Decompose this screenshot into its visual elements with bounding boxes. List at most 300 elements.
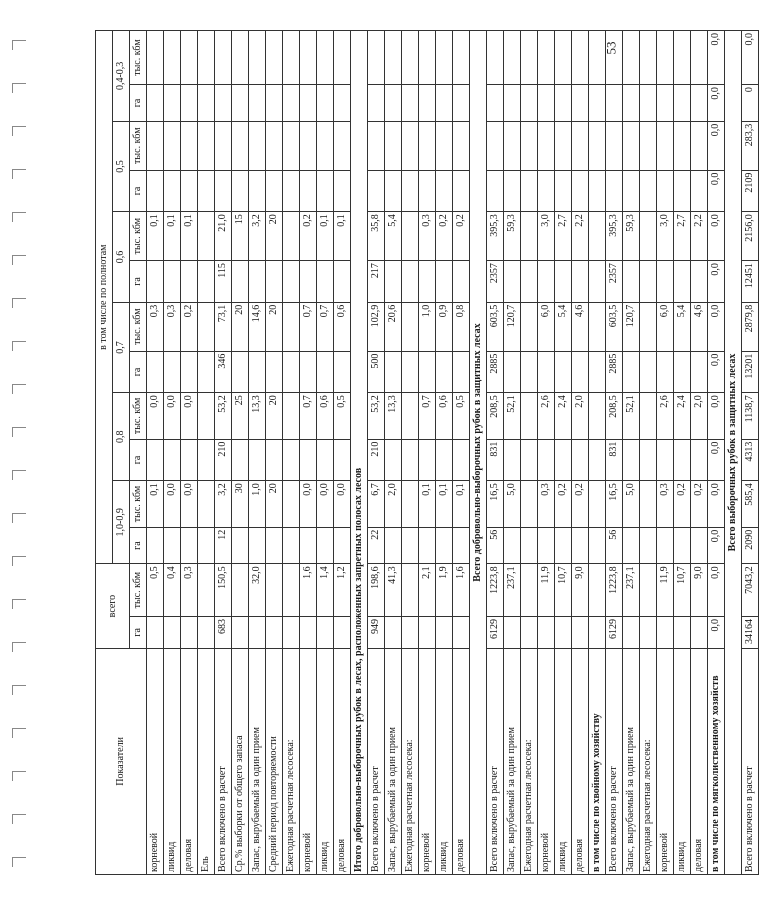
row-label: Запас, вырубаемый за один прием [385, 648, 402, 874]
value-cell: 0,0 [742, 31, 759, 85]
value-cell [181, 351, 198, 393]
value-cell [504, 351, 521, 393]
value-cell: 0,3 [147, 302, 164, 351]
value-cell [453, 261, 470, 303]
value-cell: 2,1 [419, 564, 436, 617]
value-cell [640, 212, 657, 261]
value-cell [402, 481, 419, 527]
value-cell: 56 [606, 527, 623, 564]
table-row [538, 31, 555, 875]
row-label: Всего включено в расчет [742, 648, 759, 874]
value-cell [419, 351, 436, 393]
row-label: Ежегодная расчетная лесосека: [402, 648, 419, 874]
value-cell [300, 351, 317, 393]
value-cell [674, 527, 691, 564]
value-cell: 2885 [487, 351, 504, 393]
row-label: Запас, вырубаемый за один прием [504, 648, 521, 874]
value-cell: 2,4 [674, 393, 691, 439]
value-cell: 0,1 [453, 481, 470, 527]
value-cell [402, 261, 419, 303]
table-row [181, 31, 198, 875]
value-cell [317, 170, 334, 212]
value-cell [623, 85, 640, 122]
value-cell [283, 261, 300, 303]
unit-vol: тыс. кбм [130, 302, 147, 351]
table-row [283, 31, 300, 875]
value-cell [249, 439, 266, 481]
value-cell: 52,1 [504, 393, 521, 439]
value-cell [589, 616, 606, 648]
value-cell: 0,0 [181, 393, 198, 439]
value-cell: 0,0 [708, 31, 725, 85]
value-cell: 0,3 [181, 564, 198, 617]
table-row [623, 31, 640, 875]
value-cell [164, 31, 181, 85]
value-cell [249, 351, 266, 393]
value-cell [589, 351, 606, 393]
density-header: 0,8 [113, 393, 130, 481]
row-label: ликвид [555, 648, 572, 874]
value-cell [181, 527, 198, 564]
value-cell [419, 121, 436, 170]
row-label: деловая [572, 648, 589, 874]
value-cell [657, 351, 674, 393]
value-cell [453, 616, 470, 648]
value-cell [164, 261, 181, 303]
value-cell: 12 [215, 527, 232, 564]
value-cell [589, 212, 606, 261]
row-label: Всего включено в расчет [606, 648, 623, 874]
value-cell: 20 [232, 302, 249, 351]
value-cell [317, 351, 334, 393]
value-cell [385, 85, 402, 122]
value-cell [674, 439, 691, 481]
value-cell [232, 439, 249, 481]
value-cell [198, 481, 215, 527]
value-cell [249, 121, 266, 170]
value-cell [147, 31, 164, 85]
value-cell [164, 170, 181, 212]
value-cell [640, 616, 657, 648]
table-row [640, 31, 657, 875]
value-cell [300, 31, 317, 85]
value-cell [232, 616, 249, 648]
value-cell: 0,1 [181, 212, 198, 261]
value-cell [572, 170, 589, 212]
binding-mark [12, 212, 13, 222]
section-title-row [351, 31, 368, 875]
table-row [249, 31, 266, 875]
value-cell: 0,0 [708, 351, 725, 393]
value-cell: 217 [368, 261, 385, 303]
value-cell [453, 85, 470, 122]
value-cell [521, 564, 538, 617]
value-cell [436, 616, 453, 648]
value-cell: 2885 [606, 351, 623, 393]
value-cell: 0,0 [708, 439, 725, 481]
value-cell: 0,2 [300, 212, 317, 261]
value-cell [334, 85, 351, 122]
value-cell: 35,8 [368, 212, 385, 261]
value-cell [436, 121, 453, 170]
value-cell [232, 527, 249, 564]
value-cell [640, 261, 657, 303]
value-cell: 5,4 [555, 302, 572, 351]
value-cell [572, 85, 589, 122]
value-cell [572, 261, 589, 303]
value-cell [317, 31, 334, 85]
value-cell: 585,4 [742, 481, 759, 527]
value-cell [555, 85, 572, 122]
value-cell [266, 527, 283, 564]
binding-mark [12, 642, 26, 643]
row-label: корневой [300, 648, 317, 874]
value-cell [521, 261, 538, 303]
value-cell [691, 261, 708, 303]
value-cell [419, 527, 436, 564]
value-cell: 13201 [742, 351, 759, 393]
row-label: Ежегодная расчетная лесосека: [283, 648, 300, 874]
binding-mark [12, 427, 13, 437]
value-cell [215, 170, 232, 212]
value-cell [198, 527, 215, 564]
table-row [232, 31, 249, 875]
value-cell [266, 261, 283, 303]
value-cell [657, 616, 674, 648]
value-cell [453, 170, 470, 212]
value-cell: 5,4 [385, 212, 402, 261]
row-label: Ель [198, 648, 215, 874]
indicator-header: Показатели [96, 648, 147, 874]
binding-mark [12, 685, 13, 695]
binding-mark [12, 470, 26, 471]
value-cell: 0,2 [674, 481, 691, 527]
value-cell: 0,0 [317, 481, 334, 527]
section-title: Итого добровольно-выборочных рубок в лесах, расположенных запретных полосах лесов [351, 31, 368, 875]
value-cell [402, 302, 419, 351]
stat-table [95, 30, 759, 875]
row-label: Запас, вырубаемый за один прием [249, 648, 266, 874]
row-label: Ежегодная расчетная лесосека: [521, 648, 538, 874]
unit-vol: тыс. кбм [130, 393, 147, 439]
value-cell [436, 261, 453, 303]
value-cell [691, 351, 708, 393]
binding-mark [12, 40, 13, 50]
binding-mark [12, 728, 26, 729]
value-cell [266, 439, 283, 481]
unit-ha: га [130, 85, 147, 122]
value-cell [640, 351, 657, 393]
value-cell [164, 85, 181, 122]
value-cell: 0,0 [708, 302, 725, 351]
value-cell [453, 121, 470, 170]
value-cell [164, 616, 181, 648]
value-cell [691, 616, 708, 648]
binding-mark [12, 255, 13, 265]
value-cell: 6,0 [657, 302, 674, 351]
row-label: деловая [691, 648, 708, 874]
table-row [198, 31, 215, 875]
value-cell [181, 121, 198, 170]
value-cell [521, 170, 538, 212]
value-cell [232, 261, 249, 303]
value-cell [266, 31, 283, 85]
value-cell [504, 261, 521, 303]
value-cell: 34164 [742, 616, 759, 648]
value-cell [623, 616, 640, 648]
value-cell [385, 439, 402, 481]
value-cell: 2,6 [657, 393, 674, 439]
value-cell [385, 261, 402, 303]
value-cell [147, 85, 164, 122]
value-cell: 20,6 [385, 302, 402, 351]
value-cell: 150,5 [215, 564, 232, 617]
value-cell [334, 31, 351, 85]
row-label: корневой [538, 648, 555, 874]
value-cell [521, 527, 538, 564]
value-cell [674, 261, 691, 303]
value-cell: 2,0 [691, 393, 708, 439]
value-cell [623, 351, 640, 393]
row-label: Всего включено в расчет [487, 648, 504, 874]
value-cell: 20 [266, 481, 283, 527]
value-cell: 1,2 [334, 564, 351, 617]
value-cell: 603,5 [487, 302, 504, 351]
unit-ha: га [130, 170, 147, 212]
value-cell [640, 121, 657, 170]
binding-mark [12, 126, 26, 127]
binding-mark [12, 513, 26, 514]
value-cell: 346 [215, 351, 232, 393]
value-cell [453, 31, 470, 85]
value-cell: 0,6 [334, 302, 351, 351]
value-cell: 6,7 [368, 481, 385, 527]
value-cell: 0,7 [317, 302, 334, 351]
density-header: 0,7 [113, 302, 130, 392]
value-cell: 10,7 [674, 564, 691, 617]
value-cell [589, 85, 606, 122]
value-cell [402, 121, 419, 170]
value-cell [198, 212, 215, 261]
value-cell [164, 439, 181, 481]
binding-mark [12, 83, 26, 84]
value-cell [147, 261, 164, 303]
value-cell [147, 121, 164, 170]
value-cell: 30 [232, 481, 249, 527]
value-cell [487, 170, 504, 212]
value-cell [147, 527, 164, 564]
row-label: деловая [453, 648, 470, 874]
row-label: ликвид [164, 648, 181, 874]
value-cell: 237,1 [504, 564, 521, 617]
value-cell [504, 616, 521, 648]
value-cell: 6,0 [538, 302, 555, 351]
value-cell: 1138,7 [742, 393, 759, 439]
value-cell: 13,3 [249, 393, 266, 439]
value-cell [572, 31, 589, 85]
binding-mark [12, 341, 13, 351]
value-cell [521, 212, 538, 261]
table-row [606, 31, 623, 875]
value-cell [232, 85, 249, 122]
row-label: в том числе по мягколиственному хозяйств [708, 648, 725, 874]
value-cell: 120,7 [504, 302, 521, 351]
value-cell [249, 527, 266, 564]
value-cell: 3,0 [657, 212, 674, 261]
value-cell: 20 [266, 212, 283, 261]
value-cell [266, 170, 283, 212]
value-cell [589, 439, 606, 481]
value-cell [640, 31, 657, 85]
value-cell [555, 170, 572, 212]
value-cell: 56 [487, 527, 504, 564]
value-cell: 198,6 [368, 564, 385, 617]
value-cell [334, 616, 351, 648]
value-cell: 949 [368, 616, 385, 648]
value-cell [436, 439, 453, 481]
binding-mark [12, 556, 13, 566]
value-cell: 0,7 [300, 302, 317, 351]
value-cell [164, 351, 181, 393]
unit-vol: тыс. кбм [130, 31, 147, 85]
value-cell: 0,3 [538, 481, 555, 527]
value-cell: 0,0 [300, 481, 317, 527]
density-header: 0,6 [113, 212, 130, 302]
value-cell [674, 351, 691, 393]
rotated-table-container [95, 30, 755, 875]
value-cell [606, 121, 623, 170]
binding-mark [12, 857, 13, 867]
value-cell [504, 31, 521, 85]
value-cell [657, 170, 674, 212]
value-cell: 1,0 [419, 302, 436, 351]
table-row [147, 31, 164, 875]
value-cell [283, 170, 300, 212]
value-cell [283, 439, 300, 481]
value-cell [538, 170, 555, 212]
value-cell: 2,4 [555, 393, 572, 439]
value-cell: 16,5 [606, 481, 623, 527]
total-header: всего [96, 564, 130, 648]
value-cell: 0,0 [147, 393, 164, 439]
value-cell: 2,2 [691, 212, 708, 261]
table-row [657, 31, 674, 875]
value-cell [198, 302, 215, 351]
value-cell [555, 351, 572, 393]
value-cell [385, 351, 402, 393]
value-cell [657, 121, 674, 170]
value-cell: 2,6 [538, 393, 555, 439]
value-cell [538, 439, 555, 481]
value-cell [419, 261, 436, 303]
value-cell: 0,1 [334, 212, 351, 261]
value-cell [640, 481, 657, 527]
value-cell [623, 170, 640, 212]
table-row [555, 31, 572, 875]
binding-mark [12, 771, 13, 781]
value-cell [334, 170, 351, 212]
value-cell [538, 121, 555, 170]
section-title: Всего добровольно-выборочных рубок в защитных лесах [470, 31, 487, 875]
binding-mark [12, 341, 26, 342]
value-cell: 0,2 [453, 212, 470, 261]
value-cell [402, 439, 419, 481]
binding-mark [12, 298, 13, 308]
row-label: Средний период повторяемости [266, 648, 283, 874]
value-cell [419, 31, 436, 85]
value-cell [198, 393, 215, 439]
value-cell: 0,7 [300, 393, 317, 439]
value-cell [283, 481, 300, 527]
value-cell: 2156,0 [742, 212, 759, 261]
value-cell [589, 393, 606, 439]
table-row [742, 31, 759, 875]
value-cell [385, 121, 402, 170]
value-cell: 0,0 [708, 527, 725, 564]
value-cell: 3,0 [538, 212, 555, 261]
value-cell [640, 85, 657, 122]
value-cell [589, 302, 606, 351]
value-cell [198, 616, 215, 648]
value-cell [181, 31, 198, 85]
value-cell: 0,5 [334, 393, 351, 439]
table-row [453, 31, 470, 875]
value-cell: 14,6 [249, 302, 266, 351]
value-cell [283, 121, 300, 170]
value-cell: 4313 [742, 439, 759, 481]
table-row [317, 31, 334, 875]
value-cell [164, 121, 181, 170]
value-cell [657, 85, 674, 122]
value-cell: 115 [215, 261, 232, 303]
value-cell [317, 439, 334, 481]
value-cell [317, 85, 334, 122]
value-cell [368, 31, 385, 85]
value-cell [640, 527, 657, 564]
value-cell [538, 616, 555, 648]
value-cell [402, 393, 419, 439]
value-cell [555, 439, 572, 481]
value-cell [283, 212, 300, 261]
value-cell: 0,0 [708, 564, 725, 617]
value-cell [487, 31, 504, 85]
value-cell [504, 170, 521, 212]
value-cell: 11,9 [657, 564, 674, 617]
value-cell [198, 170, 215, 212]
value-cell [521, 351, 538, 393]
value-cell: 603,5 [606, 302, 623, 351]
value-cell: 16,5 [487, 481, 504, 527]
table-row [402, 31, 419, 875]
binding-mark [12, 685, 26, 686]
value-cell [402, 85, 419, 122]
table-row [164, 31, 181, 875]
value-cell: 9,0 [691, 564, 708, 617]
value-cell: 210 [215, 439, 232, 481]
table-row [487, 31, 504, 875]
value-cell [657, 439, 674, 481]
unit-ha: га [130, 351, 147, 393]
value-cell [674, 31, 691, 85]
value-cell [198, 564, 215, 617]
value-cell [283, 351, 300, 393]
value-cell [300, 85, 317, 122]
value-cell [283, 564, 300, 617]
value-cell: 1,6 [453, 564, 470, 617]
binding-mark [12, 212, 26, 213]
row-label: Ежегодная расчетная лесосека: [640, 648, 657, 874]
row-label: корневой [419, 648, 436, 874]
